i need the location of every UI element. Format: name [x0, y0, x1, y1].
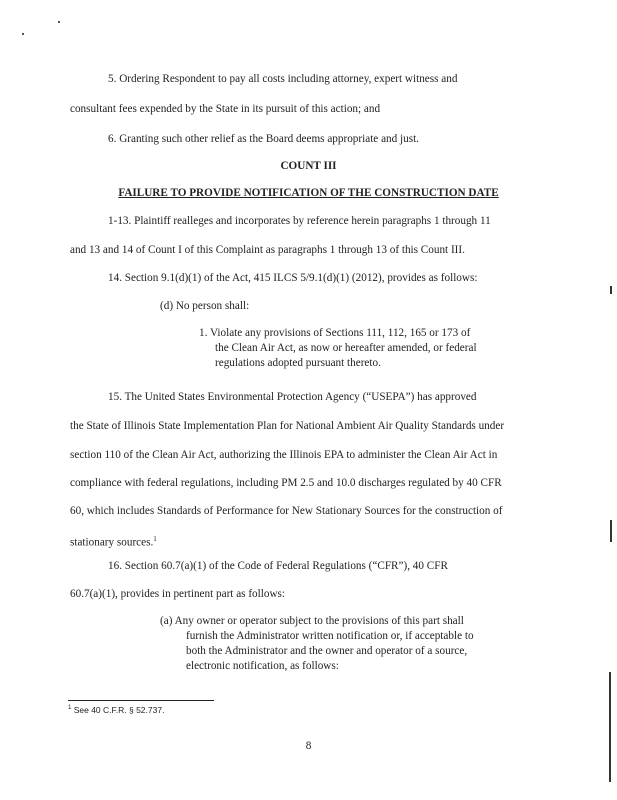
footnote-rule — [68, 700, 214, 701]
quote-1-line2: the Clean Air Act, as now or hereafter amended, or federal — [215, 342, 477, 354]
footnote-text: See 40 C.F.R. § 52.737. — [73, 705, 165, 715]
footnote-number: 1 — [68, 705, 72, 712]
scan-mark — [609, 672, 611, 782]
para-15-line5: 60, which includes Standards of Performance for New Stationary Sources for the construction of — [70, 505, 503, 517]
para-15-line2: the State of Illinois State Implementation Plan for National Ambient Air Quality Standards under — [70, 420, 505, 432]
quote-1-line1: 1. Violate any provisions of Sections 111, 112, 165 or 173 of — [199, 327, 471, 339]
scan-mark — [610, 286, 612, 294]
quote-a-line2: furnish the Administrator written notification or, if acceptable to — [186, 630, 474, 642]
para-15-line3: section 110 of the Clean Air Act, authorizing the Illinois EPA to administer the Clean Air Act in — [70, 449, 498, 461]
para-1-13-line2: and 13 and 14 of Count I of this Complaint as paragraphs 1 through 13 of this Count III. — [70, 244, 465, 256]
scan-speck — [58, 21, 60, 23]
quote-d: (d) No person shall: — [160, 300, 250, 312]
para-15-line1: 15. The United States Environmental Protection Agency (“USEPA”) has approved — [108, 391, 477, 403]
quote-a-line1: (a) Any owner or operator subject to the provisions of this part shall — [160, 615, 464, 627]
para-6: 6. Granting such other relief as the Board deems appropriate and just. — [108, 133, 419, 145]
scan-mark — [610, 520, 612, 542]
para-5-line1: 5. Ordering Respondent to pay all costs including attorney, expert witness and — [108, 73, 458, 85]
quote-a-line3: both the Administrator and the owner and operator of a source, — [186, 645, 468, 657]
quote-1-line3: regulations adopted pursuant thereto. — [215, 357, 381, 369]
para-14: 14. Section 9.1(d)(1) of the Act, 415 ILCS 5/9.1(d)(1) (2012), provides as follows: — [108, 272, 478, 284]
scan-speck — [22, 33, 24, 35]
footnote-ref: 1 — [153, 535, 157, 543]
para-5-line2: consultant fees expended by the State in its pursuit of this action; and — [70, 103, 381, 115]
page-number: 8 — [305, 740, 312, 752]
para-15-line6 — [70, 532, 157, 550]
para-1-13-line1: 1-13. Plaintiff realleges and incorporates by reference herein paragraphs 1 through 11 — [108, 215, 491, 227]
count-title: FAILURE TO PROVIDE NOTIFICATION OF THE CONSTRUCTION DATE — [118, 187, 499, 199]
para-15-last-text: stationary sources. — [70, 536, 154, 549]
para-16-line2: 60.7(a)(1), provides in pertinent part as follows: — [70, 588, 285, 600]
quote-a-line4: electronic notification, as follows: — [186, 660, 339, 672]
count-heading: COUNT III — [280, 160, 337, 172]
para-15-line4: compliance with federal regulations, including PM 2.5 and 10.0 discharges regulated by 40 CFR — [70, 477, 502, 489]
para-16-line1: 16. Section 60.7(a)(1) of the Code of Federal Regulations (“CFR”), 40 CFR — [108, 560, 448, 572]
footnote — [68, 705, 164, 715]
